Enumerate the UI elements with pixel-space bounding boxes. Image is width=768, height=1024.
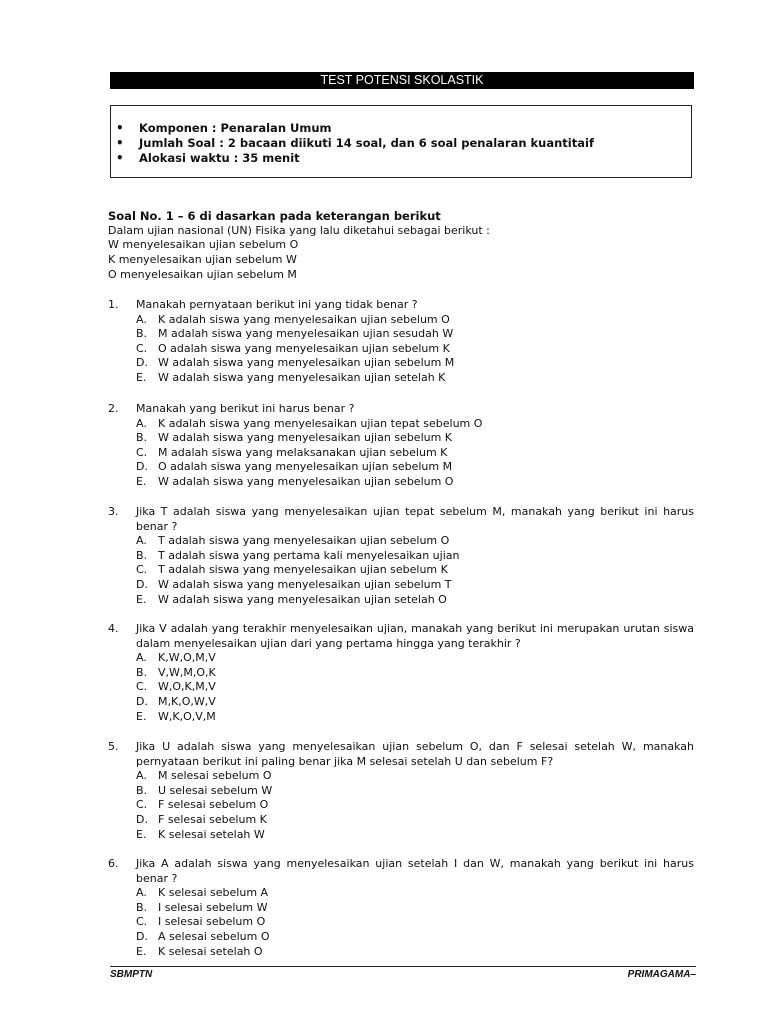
bullet-icon: •	[116, 136, 124, 150]
option-text: O adalah siswa yang menyelesaikan ujian sebelum K	[158, 341, 450, 355]
question-number: 3.	[108, 505, 119, 518]
footer-right: PRIMAGAMA–	[627, 969, 696, 980]
option-letter: D.	[136, 460, 148, 474]
option-e	[108, 593, 694, 608]
footer-left: SBMPTN	[110, 969, 153, 980]
question-text: Jika T adalah siswa yang menyelesaikan ujian tepat sebelum M, manakah yang berikut ini harus benar ?	[136, 505, 694, 533]
option-letter: B.	[136, 900, 148, 914]
bullet-icon: •	[116, 151, 124, 165]
option-c	[108, 915, 694, 930]
option-letter: A.	[136, 651, 147, 665]
question-5	[108, 740, 694, 842]
option-text: M adalah siswa yang melaksanakan ujian sebelum K	[158, 445, 448, 459]
document-title: TEST POTENSI SKOLASTIK	[110, 72, 694, 89]
option-letter: C.	[136, 915, 148, 929]
option-c	[108, 798, 694, 813]
option-b	[108, 784, 694, 799]
option-letter: E.	[136, 370, 147, 384]
option-text: M selesai sebelum O	[158, 769, 272, 783]
option-d	[108, 460, 694, 475]
option-d	[108, 695, 694, 710]
option-text: T adalah siswa yang menyelesaikan ujian sebelum K	[158, 563, 448, 577]
option-c	[108, 563, 694, 578]
option-c	[108, 680, 694, 695]
option-letter: C.	[136, 445, 148, 459]
question-number: 5.	[108, 740, 119, 753]
option-text: T adalah siswa yang pertama kali menyelesaikan ujian	[158, 548, 460, 562]
option-b	[108, 901, 694, 916]
option-letter: D.	[136, 812, 148, 826]
option-letter: D.	[136, 694, 148, 708]
option-letter: C.	[136, 680, 148, 694]
option-c	[108, 342, 694, 357]
option-text: F selesai sebelum O	[158, 798, 269, 812]
option-letter: A.	[136, 769, 147, 783]
option-text: I selesai sebelum W	[158, 900, 268, 914]
option-text: W,K,O,V,M	[158, 709, 216, 723]
option-letter: B.	[136, 783, 148, 797]
option-letter: A.	[136, 886, 147, 900]
option-a	[108, 886, 694, 901]
option-c	[108, 446, 694, 461]
option-d	[108, 356, 694, 371]
option-text: K,W,O,M,V	[158, 651, 216, 665]
question-number: 2.	[108, 402, 119, 415]
option-text: W adalah siswa yang menyelesaikan ujian sebelum O	[158, 474, 454, 488]
option-letter: C.	[136, 798, 148, 812]
intro-section	[108, 209, 696, 283]
option-e	[108, 475, 694, 490]
question-3	[108, 505, 694, 607]
option-letter: C.	[136, 563, 148, 577]
option-letter: B.	[136, 327, 148, 341]
info-item-component	[116, 121, 594, 136]
option-letter: A.	[136, 312, 147, 326]
option-letter: B.	[136, 665, 148, 679]
intro-line: Dalam ujian nasional (UN) Fisika yang lalu diketahui sebagai berikut :	[108, 223, 490, 237]
option-a	[108, 534, 694, 549]
option-text: W adalah siswa yang menyelesaikan ujian setelah K	[158, 370, 446, 384]
option-text: T adalah siswa yang menyelesaikan ujian sebelum O	[158, 534, 450, 548]
option-letter: D.	[136, 577, 148, 591]
footer-divider	[110, 966, 696, 967]
question-6	[108, 857, 694, 959]
option-d	[108, 578, 694, 593]
option-text: K adalah siswa yang menyelesaikan ujian sebelum O	[158, 312, 450, 326]
question-2	[108, 402, 694, 490]
option-a	[108, 769, 694, 784]
question-number: 1.	[108, 298, 119, 311]
option-letter: A.	[136, 534, 147, 548]
option-d	[108, 813, 694, 828]
question-text: Manakah pernyataan berikut ini yang tidak benar ?	[136, 298, 418, 311]
option-text: K selesai setelah O	[158, 944, 263, 958]
question-text: Jika A adalah siswa yang menyelesaikan ujian setelah I dan W, manakah yang berikut ini harus benar ?	[136, 857, 694, 885]
option-text: K selesai sebelum A	[158, 886, 269, 900]
option-a	[108, 313, 694, 328]
question-number: 6.	[108, 857, 119, 870]
option-letter: B.	[136, 548, 148, 562]
intro-heading: Soal No. 1 – 6 di dasarkan pada keterangan berikut	[108, 209, 441, 223]
option-text: W adalah siswa yang menyelesaikan ujian sebelum K	[158, 431, 453, 445]
option-letter: E.	[136, 592, 147, 606]
intro-line: K menyelesaikan ujian sebelum W	[108, 253, 297, 267]
option-letter: A.	[136, 416, 147, 430]
option-e	[108, 828, 694, 843]
option-text: W,O,K,M,V	[158, 680, 216, 694]
info-box	[110, 105, 692, 178]
info-item-text: Jumlah Soal : 2 bacaan diikuti 14 soal, dan 6 soal penalaran kuantitaif	[139, 136, 594, 150]
option-text: O adalah siswa yang menyelesaikan ujian sebelum M	[158, 460, 453, 474]
option-letter: E.	[136, 474, 147, 488]
option-text: M,K,O,W,V	[158, 694, 216, 708]
option-e	[108, 371, 694, 386]
option-d	[108, 930, 694, 945]
option-text: W adalah siswa yang menyelesaikan ujian sebelum M	[158, 356, 455, 370]
info-item-count	[116, 136, 594, 151]
option-text: M adalah siswa yang menyelesaikan ujian sesudah W	[158, 327, 454, 341]
option-text: W adalah siswa yang menyelesaikan ujian setelah O	[158, 592, 447, 606]
intro-line: O menyelesaikan ujian sebelum M	[108, 267, 297, 281]
option-text: W adalah siswa yang menyelesaikan ujian sebelum T	[158, 577, 452, 591]
question-text: Jika V adalah yang terakhir menyelesaikan ujian, manakah yang berikut ini merupakan urutan siswa dalam menyelesaikan ujian dari yang pertama hingga yang terakhir ?	[136, 622, 694, 650]
option-letter: E.	[136, 944, 147, 958]
option-text: U selesai sebelum W	[158, 783, 273, 797]
question-1	[108, 298, 694, 386]
info-list	[116, 121, 594, 166]
option-text: I selesai sebelum O	[158, 915, 266, 929]
option-text: K selesai setelah W	[158, 827, 265, 841]
option-a	[108, 417, 694, 432]
option-letter: D.	[136, 929, 148, 943]
option-e	[108, 710, 694, 725]
question-4	[108, 622, 694, 724]
question-text: Manakah yang berikut ini harus benar ?	[136, 402, 355, 415]
option-a	[108, 651, 694, 666]
option-b	[108, 327, 694, 342]
bullet-icon: •	[116, 121, 124, 135]
option-text: K adalah siswa yang menyelesaikan ujian tepat sebelum O	[158, 416, 483, 430]
option-text: V,W,M,O,K	[158, 665, 216, 679]
info-item-time	[116, 151, 594, 166]
info-item-text: Alokasi waktu : 35 menit	[139, 151, 300, 165]
question-text: Jika U adalah siswa yang menyelesaikan ujian sebelum O, dan F selesai setelah W, manakah pernyataan berikut ini paling benar jika M selesai setelah U dan sebelum F?	[136, 740, 694, 768]
option-text: F selesai sebelum K	[158, 812, 267, 826]
option-e	[108, 945, 694, 960]
option-letter: D.	[136, 356, 148, 370]
option-b	[108, 549, 694, 564]
question-number: 4.	[108, 622, 119, 635]
option-letter: E.	[136, 709, 147, 723]
option-text: A selesai sebelum O	[158, 929, 270, 943]
info-item-text: Komponen : Penaralan Umum	[139, 121, 332, 135]
option-letter: C.	[136, 341, 148, 355]
option-letter: E.	[136, 827, 147, 841]
intro-line: W menyelesaikan ujian sebelum O	[108, 238, 299, 252]
option-letter: B.	[136, 431, 148, 445]
option-b	[108, 431, 694, 446]
option-b	[108, 666, 694, 681]
